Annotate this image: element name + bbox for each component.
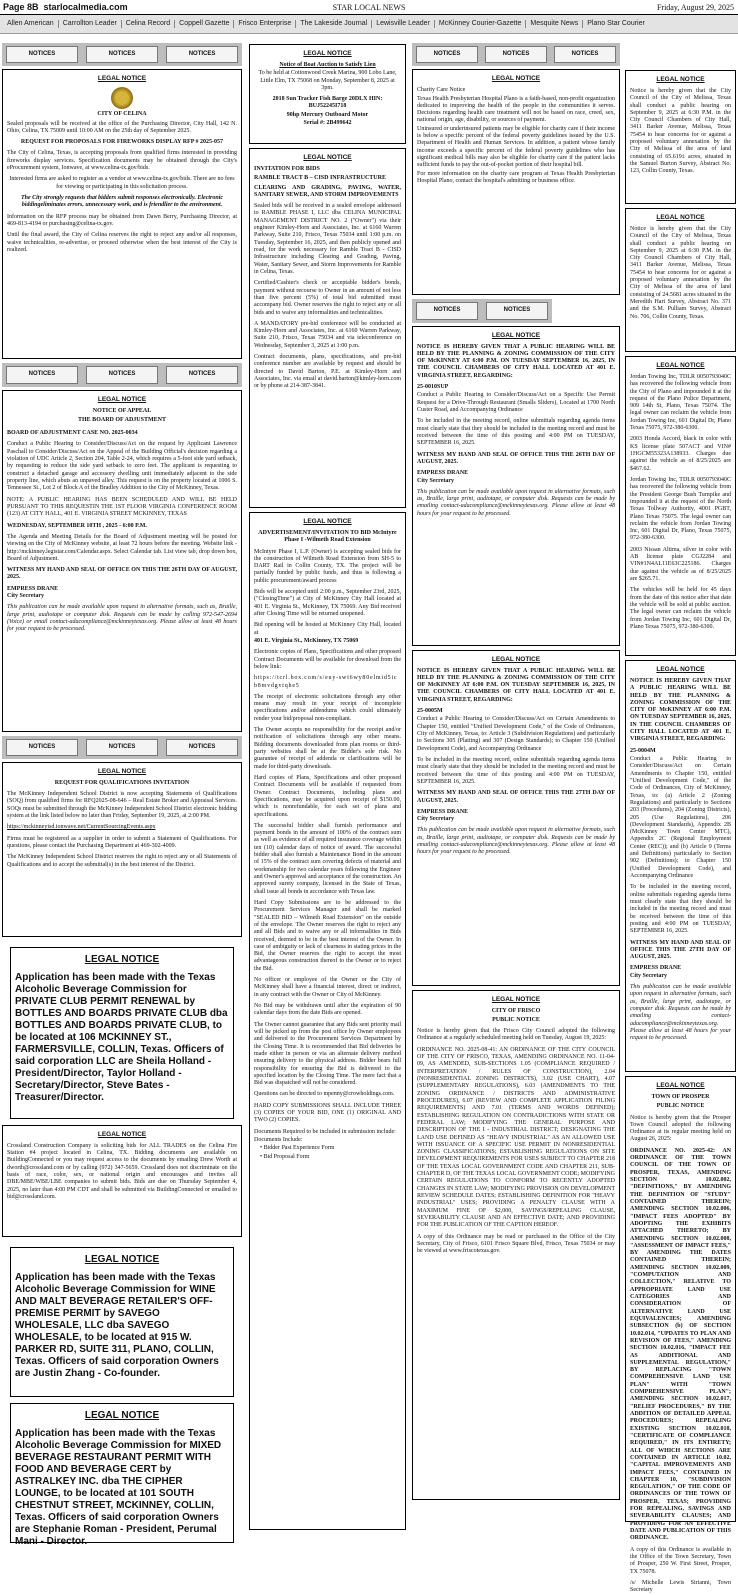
site-url[interactable]: starlocalmedia.com	[43, 2, 128, 12]
pz-notice-25-0004m: LEGAL NOTICE NOTICE IS HEREBY GIVEN THAT A PUBLIC HEARING WILL BE HELD BY THE PLANNING & ZONING COMMISSION OF THE CITY OF McKINNEY AT 6:00 P.M. ON TUESDAY SEPTEMBER 16, 2025, IN THE COUNCIL CHAMBERS OF CITY HALL LOCATED AT 401 E. VIRGINIA STREET, REGARDING: 25-0004M Conduct a Public Hearing to Consider/Discuss/Act on Certain Amendments to Chapter 150, entitled "Unified Development Code," of the Code of Ordinances, City of McKinney, Texas, to: (a) Article 2 (Zoning Regulations) and particularly to Sections 203 (Procedures), 204 (Zoning Districts), 205 (Use Regulations), 206 (Development Standards), Appendix 2B (McKinney Town Center MTC), Appendix 2C (Regional Employment Center (REC)); and (b) Article 9 (Terms and Definitions) particularly to Section 902 (Definitions); to Chapter 150 (Unified Development Code), and Accompanying Ordinance To be included in the meeting record, online submittals regarding agenda items must clearly state that they should be included in the meeting record and must be received between the time of this posting and 4:00 PM on TUESDAY, SEPTEMBER 16, 2025. WITNESS MY HAND AND SEAL OF OFFICE THIS THE 27TH DAY OF AUGUST, 2025. EMPRESS DRANE City Secretary This publication can be made available upon request in alternative formats, such as, Braille, large print, audiotape, or computer disk. Requests can be made by emailing contact-adacompliance@mckinneytexas.org. Please allow at least 48 hours for your request to be processed.	[625, 660, 736, 1072]
board-of-adjustment-notice: LEGAL NOTICE NOTICE OF APPEAL THE BOARD OF ADJUSTMENT BOARD OF ADJUSTMENT CASE NO. 2025-0034 Conduct a Public Hearing to Consider/Discuss/Act on the request by Applicant Lawrence Paschall to Consider/Discuss/Act on the Appeal of the Building Official's decision regarding a violation of UDC Article 2, Section 204, Table 2-24, which requires a 5-foot side yard setback, by requesting to reduce the side yard setback to zero feet. The applicant is requesting to construct a detached garage and accessory dwelling unit immediately adjacent to the side property line, which abuts an unpaved alley. This request is on the property located at 1006 S. Tennessee St., Lot 2 of Block A of the Bradley Addition to the City of McKinney, Texas. NOTE: A PUBLIC HEARING HAS BEEN SCHEDULED AND WILL BE HELD PURSUANT TO THIS REQUESTIN THE 1ST FLOOR VIRGINIA CONFERENCE ROOM (123) AT CITY HALL, 401 E. VIRGINIA STREET MCKINNEY, TEXAS WEDNESDAY, SEPTEMBER 10TH , 2025 - 6:00 P.M. The Agenda and Meeting Details for the Board of Adjustment meeting will be posted for viewing on the City of McKinney website, at least 72 hours before the meeting. Website link - http://mckinney.legistar.com/Calendar.aspx. Select Calendar tab. List view tab, drop down box, Board of Adjustment. WITNESS MY HAND AND SEAL OF OFFICE ON THIS THE 26TH DAY OF AUGUST, 2025. EMPRESS DRANE City Secretary This publication can be made available upon request in alternative formats, such as, Braille, large print, audiotape or computer disk. Requests can be made by calling 972-547-2694 (Voice) or email contact-adacompliance@mckinneytexas.org. Please allow at least 48 hours for your request to be processed.	[2, 390, 242, 732]
paper-item: Plano Star Courier	[587, 19, 645, 27]
boat-auction-notice: LEGAL NOTICE Notice of Boat Auction to Satisfy Lien To be held at Cottonwood Creek Marina, 900 Lobo Lane, Little Elm, TX 75068 on Monday, September 8, 2025 at 3pm. 2018 Sun Tracker Fish Barge 20DLX HIN: BUJ52245I718 90hp Mercury Outboard Motor Serial #: 2B499642	[249, 44, 406, 144]
wilmeth-bid-notice: LEGAL NOTICE ADVERTISEMENT/INVITATION TO BID McIntyre Phase I -Wilmeth Road Extension McIntyre Phase I, L.P. (Owner) is accepting sealed bids for the construction of Wilmeth Road Extension from SH-5 to DART Rail in Collin County, TX. The project will be partially funded by public funds, and thus is following a public procurement/award process Bids will be accepted until 2:00 p.m., September 23rd, 2025, ("ClosingTime") at City of McKinney City Hall located at 401 E. Virginia St., McKinney, TX 75069. Any Bid received after Closing Time will be returned unopened. Bid opening will be hosted at McKinney City Hall, located at 401 E. Virginia St., McKinney, TX 75069 Electronic copies of Plans, Specifications and other proposed Contract Documents will be available for download from the below link: https://tcrl.box.com/s/euy-swt6wy80elmid5icb8mvdgvtqhe5 The receipt of electronic solicitations through any other means may result in your receipt of incomplete specifications and/or addendums which could ultimately render your bid/proposal non-compliant. The Owner accepts no responsibility for the receipt and/or notification of solicitations through any other means. Bidding documents downloaded from plan rooms or third-party websites shall be at the Bidder's sole risk. No guarantee of receipt of addenda or clarifications will be made for third-party downloads. Hard copies of Plans, Specifications and other proposed Contract Documents will be available if requested from Owner. Contract Documents, including plans and Specifications, may be acquired upon receipt of $150.00, which is nonrefundable, for each set of plans and specifications. The successful bidder shall furnish performance and payment bonds in the amount of 100% of the contract sum as well as evidence of all required insurance coverage within ten (10) calendar days of notice of award. The successful bidder shall also furnish a Maintenance Bond in the amount of 15% of the contract sum covering defects of material and workmanship for two calendar years following the Engineer and Owner's approval and acceptance of the construction. An approved surety company, licensed in the State of Texas, shall issue all bonds in accordance with Texas law. Hard Copy Submissions are to be addressed to the Procurement Services Manager and shall be marked "SEALED BID – Wilmeth Road Extension" on the outside of the envelope. The Owner reserves the right to reject any and all Bids and to waive any or all informalities in Bids received, deemed to be in the best interest of the Owner. In case of ambiguity or lack of clearness in stating prices in the Bid, the Owner reserves the right to accept the most advantageous construction thereof to the Owner or to reject the Bid. No officer or employee of the Owner or the City of McKinney shall have a financial interest, direct or indirect, in any contract with the Owner or City of McKinney. No Bid may be withdrawn until after the expiration of 90 calendar days from the date Bids are opened. The Owner cannot guarantee that any Bids sent priority mail will be picked up from the post office by Owner employees and delivered to the Procurement Services Department by the Closing Time. It is recommended that Bid deliveries be made either in person or via an alternate delivery method ensuring delivery to the physical address. Bidder bears full responsibility for ensuring the Bid is delivered to the specified location by the Closing Time. The mere fact that a Bid was dispatched will not be considered. Questions can be directed to mpenny@crowholdings.com. HARD COPY SUBMISSIONS SHALL INCLUDE THREE (3) COPIES OF YOUR BID, ONE (1) ORIGINAL AND TWO (2) COPIES. Documents Required to be included in submission include: Documents Include: • Bidder Past Experience Form • Bid Proposal Form	[249, 512, 406, 1530]
paper-item: Lewisville Leader	[372, 20, 435, 29]
paper-item: Carrollton Leader	[59, 20, 122, 29]
ramble-bid-notice: LEGAL NOTICE INVITATION FOR BIDS RAMBLE TRACT B – CISD INFRASTRUCTURE CLEARING AND GRADING, PAVING, WATER, SANITARY SEWER, AND STORM IMPROVEMENTS Sealed bids will be received in a sealed envelope addressed to RAMBLE PHASE I, LLC dba CELINA MUNICIPAL MANAGEMENT DISTRICT NO. 2 ("Owner") via their engineer Kimley-Horn and Associates, Inc. at 6160 Warren Parkway, Suite 210, Frisco, Texas 75034 until 1:00 p.m. on Tuesday, September 16, 2025, and then publicly opened and read, for the work necessary for Ramble Tract B - CISD Infrastructure including Clearing and Grading, Paving, Water, Sanitary Sewer, and Storm Improvements for Ramble in Celina, Texas. Certified/Cashier's check or acceptable bidder's bonds, payment without recourse to Owner in an amount of not less than five percent (5%) of total bid submitted must accompany bid. Owner reserves the right to reject any or all bids and to waive any informalities and technicalities. A MANDATORY pre-bid conference will be conducted at Kimley-Horn and Associates, Inc. at 6160 Warren Parkway, Suite 210, Frisco, Texas 75034 and via teleconference on Wednesday, September 3, 2025 at 1:00 p.m. Contract documents, plans, specifications, and pre-bid conference number are available by request and should be directed to David Barton, P.E. at Kimley-Horn and Associates, Inc. via email at david.barton@kimley-horn.com or by phone at 214-387-3841.	[249, 148, 406, 508]
notices-header: NOTICES NOTICES NOTICES	[2, 363, 242, 386]
paper-item: Mesquite News	[526, 20, 583, 29]
notices-header: NOTICES NOTICES	[412, 299, 552, 322]
issue-date: Friday, August 29, 2025	[656, 3, 734, 12]
pz-notice-25-0005m: LEGAL NOTICE NOTICE IS HEREBY GIVEN THAT A PUBLIC HEARING WILL BE HELD BY THE PLANNING & ZONING COMMISSION OF THE CITY OF McKINNEY AT 6:00 P.M. ON TUESDAY SEPTEMBER 16, 2025, IN THE COUNCIL CHAMBERS OF CITY HALL LOCATED AT 401 E. VIRGINIA STREET, REGARDING: 25-0005M Conduct a Public Hearing to Consider/Discuss/Act on Certain Amendments to Chapter 150, entitled "Unified Development Code," of the Code of Ordinances, City of McKinney, Texas, to: Article 3 (Subdivision Regulations) and particularly to Sections 305 (Platting) and 307 (Design Standards); to Chapter 150 (Unified Development Code), and Accompanying Ordinance To be included in the meeting record, online submittals regarding agenda items must clearly state that they should be included in the meeting record and must be received between the time of this posting and 4:00 PM on TUESDAY, SEPTEMBER 16, 2025. WITNESS MY HAND AND SEAL OF OFFICE THIS THE 27TH DAY OF AUGUST, 2025. EMPRESS DRANE City Secretary This publication can be made available upon request in alternative formats, such as, Braille, large print, audiotape, or computer disk. Requests can be made by emailing contact-adacompliance@mckinneytexas.org. Please allow at least 48 hours for your request to be processed.	[412, 650, 620, 986]
mckinneyisd-link[interactable]: https://mckinneyisd.ionwave.net/CurrentSourcingEvents.aspx	[7, 824, 156, 831]
column-2	[249, 44, 406, 1534]
paper-item: Coppell Gazette	[175, 20, 234, 29]
list-item: Bidder Past Experience Form	[263, 1145, 335, 1152]
soq-notice: LEGAL NOTICE REQUEST FOR QUALIFICATIONS INVITATION The McKinney Independent School District is now accepting Statements of Qualifications (SOQ) from qualified firms for RFQ2025-08-646 – Real Estate Broker and Appraisal Services. SOQs must be submitted through the McKinney Independent School District electronic bidding system at the link listed below no later than Friday, September 19, 2025, at 2:00 PM. https://mckinneyisd.ionwave.net/CurrentSourcingEvents.aspx Firms must be registered as a supplier in order to submit a Statement of Qualifications. For questions, please contact the Purchasing Department at 469-302-4009. The McKinney Independent School District reserves the right to reject any or all Statements of Qualifications and to accept the submittal(s) in the best interest of the District.	[2, 762, 242, 937]
prosper-ordinance-notice: LEGAL NOTICE TOWN OF PROSPER PUBLIC NOTICE Notice is hereby given that the Prosper Town Council adopted the following Ordinance at its regular meeting held on August 26, 2025: ORDINANCE NO. 2025-42: AN ORDINANCE OF THE TOWN COUNCIL OF THE TOWN OF PROSPER, TEXAS, AMENDING SECTION 10.02.002, "DEFINITIONS," BY AMENDING THE DEFINITION OF "STUDY" CONTAINED THEREIN; AMENDING SECTION 10.02.006, "IMPACT FEES ADOPTED" BY ADOPTING THE EXHIBITS ATTACHED THERETO; BY AMENDING SECTION 10.02.008, "ASSESSMENT OF IMPACT FEES," BY AMENDING THE DATES CONTAINED THEREIN; AMENDING SECTION 10.02.009, "COMPUTATION AND COLLECTION," RELATIVE TO APPROPRIATE LAND USE CATEGORIES AND CONSIDERATION OF ALTERNATIVE LAND USE EQUIVALENCIES; AMENDING SUBSECTION (b) OF SECTION 10.02.014, "UPDATES TO PLAN AND REVISION OF FEES," AMENDING SECTION 10.02.016, "IMPACT FEE AS ADDITIONAL AND SUPPLEMENTAL REGULATION," BY REPLACING "TOWN COMPREHENSIVE LAND USE PLAN" WITH "TOWN COMPREHENSIVE PLAN"; AMENDING SECTION 10.02.017, "RELIEF PROCEDURES," BY THE ADDITION OF DETAILED APPEAL PROCEDURES; REPEALING EXISTING SECTION 10.02.018, "CERTIFICATE OF COMPLIANCE REQUIRED," IN ITS ENTIRETY; ALL OF WHICH SECTIONS ARE CONTAINED IN ARTICLE 10.02, "CAPITAL IMPROVEMENTS AND IMPACT FEES," CONTAINED IN CHAPTER 10, "SUBDIVISION REGULATION," OF THE CODE OF ORDINANCES OF THE TOWN OF PROSPER, TEXAS; PROVIDING FOR REPEALING, SAVINGS AND SEVERABILITY CLAUSES; AND PROVIDING FOR AN EFFECTIVE DATE AND PUBLICATION OF THIS ORDINANCE. A copy of this Ordinance is available in the Office of the Town Secretary, Town of Prosper, 250 W. First Street, Prosper, TX 75078. /s/ Michelle Lewis Sirianni, Town Secretary	[625, 1076, 736, 1522]
paper-item: The Lakeside Journal	[296, 20, 372, 29]
column-3	[412, 40, 620, 1504]
column-4	[625, 40, 736, 1594]
list-item: Bid Proposal Form	[263, 1153, 310, 1160]
paper-item: McKinney Courier-Gazette	[435, 20, 526, 29]
melissa-annexation-notice-1: LEGAL NOTICE Notice is hereby given that the City Council of the City of Melissa, Texas shall conduct a public hearing on September 9, 2025 at 6:30 P.M. in the City Council Chambers of City Hall, 3411 Barker Avenue, Melissa, Texas 75454 to hear concerns for or against a proposed voluntary annexation by the City of Melissa of the area of land consisting of 65.619± acres, situated in the Samuel Burton Survey, Abstract No. 123, Collin County, Texas.	[625, 70, 736, 204]
crossland-bid-notice: LEGAL NOTICE Crossland Construction Company is soliciting bids for ALL TRADES on the Celina Fire Station #4 project located in Celina, TX. Bidding documents are available on BuildingConnected or you may request access to the documents by emailing Drew Worth at dworth@crossland.com or by calling (972) 347-5659. Crossland does not discriminate on the basis of race, color, sex, or national origin and encourages and invites all DBE/MBE/WBE/LBE companies to submit bids. Bids are due on Thursday September 4, 2025, no later than 4:00 PM CDT and shall be submitted via BuildingConnected or emailed to bid@crossland.com.	[2, 1125, 242, 1237]
tabc-notice-bottles-and-boards: LEGAL NOTICE Application has been made with the Texas Alcoholic Beverage Commission for PRIVATE CLUB PERMIT RENEWAL by BOTTLES AND BOARDS PRIVATE CLUB dba BOTTLES AND BOARDS PRIVATE CLUB, to be located at 106 MCKINNEY ST., FARMERSVILLE, COLLIN, Texas. Officers of said corporation LLC are Sheila Holland - President/Director, Taylor Holland - Secretary/Director, Steve Bates - Treasurer/Director.	[10, 947, 234, 1119]
paper-item: Frisco Enterprise	[234, 20, 296, 29]
notices-header: NOTICES NOTICES NOTICES	[412, 43, 620, 66]
page-header	[0, 0, 738, 15]
paper-list	[0, 15, 738, 34]
charity-care-notice: LEGAL NOTICE Charity Care Notice Texas Health Presbyterian Hospital Plano is a faith-based, non-profit organization dedicated to improving the health of the people in the communities it serves. Decisions regarding health care treatment will not be based on race, creed, sex, national origin, age, disability, or sources of payment. Uninsured or underinsured patients may be eligible for charity care if their income is below a specific percent of the federal poverty guidelines issued by the U.S. Department of Health and Human Services. In addition, a patient whose family income exceeds a specific percent of the federal poverty guidelines who has significant medical bills may also be eligible for charity care if the patient lacks sufficient funds to pay the out-of-pocket portion of their hospital bill. For more information on the charity care program at Texas Health Presbyterian Hospital Plano, contact the hospital's admitting or business office.	[412, 69, 620, 295]
melissa-annexation-notice-2: LEGAL NOTICE Notice is hereby given that the City Council of the City of Melissa, Texas shall conduct a public hearing on September 9, 2025 at 6:30 P.M. in the City Council Chambers of City Hall, 3411 Barker Avenue, Melissa, Texas 75454 to hear concerns for or against a proposed voluntary annexation by the City of Melissa of the area of land consisting of 24.5681 acres situated in the Meredith Hart Survey, Abstract No. 371 and the S.M. Pulliam Survey, Abstract No. 706, Collin County, Texas.	[625, 208, 736, 352]
paper-name: STAR LOCAL NEWS	[332, 3, 406, 12]
notices-header: NOTICES NOTICES NOTICES	[2, 736, 242, 759]
pz-notice-25-0010sup: LEGAL NOTICE NOTICE IS HEREBY GIVEN THAT A PUBLIC HEARING WILL BE HELD BY THE PLANNING & ZONING COMMISSION OF THE CITY OF McKINNEY AT 6:00 P.M. ON TUESDAY SEPTEMBER 16, 2025, IN THE COUNCIL CHAMBERS OF CITY HALL LOCATED AT 401 E. VIRGINIA STREET, REGARDING: 25-0010SUP Conduct a Public Hearing to Consider/Discuss/Act on a Specific Use Permit Request for a Drive-Through Restaurant (Smalls Sliders), Located at 1700 North Custer Road, and Accompanying Ordinance To be included in the meeting record, online submittals regarding agenda items must clearly state that they should be included in the meeting record and must be received between the time of this posting and 4:00 PM on TUESDAY, SEPTEMBER 16, 2025. WITNESS MY HAND AND SEAL OF OFFICE THIS THE 26TH DAY OF AUGUST, 2025. EMPRESS DRANE City Secretary This publication can be made available upon request in alternative formats, such as, Braille, large print, audiotape, or computer disk. Requests can be made by emailing contact-adacompliance@mckinneytexas.org. Please allow at least 48 hours for your request to be processed.	[412, 326, 620, 646]
towing-notice: LEGAL NOTICE Jordan Towing Inc, TDLR 0050793040C has recovered the following vehicle from the City of Plano and impounded it at the request of the Plano Police Department, 909 14th St, Plano, Texas 75074. The legal owner can reclaim the vehicle from Jordan Towing Inc, 601 Digital Dr, Plano Texas 75075, 972-380-6300. 2003 Honda Accord, black in color with KS license plate 507ACT and VIN# 1HGCM55323A138933. Charges due against the vehicle as of 8/25/2025 are $467.62. Jordan Towing Inc, TDLR 0050793040C has recovered the following vehicle from the President George Bush Turnpike and impounded it at the request of the North Texas Tollway Authority, 4001 PGBT, Plano Texas 75075. The legal owner can reclaim the vehicle from Jordan Towing Inc, 601 Digital Dr, Plano, Texas 75075, 972-380-6300. 2003 Nissan Altima, silver in color with AB license plate CGJ2284 and VIN#1N4AL11E63C225186. Charges due against the vehicle as of 8/25/2025 are $265.71. The vehicles will be held for 45 days from the date of this notice after that date the vehicle will be sold at public auction. The legal owner can reclaim the vehicle from Jordan Towing Inc, 601 Digital Dr, Plano Texas 75075, 972-380-6300.	[625, 356, 736, 656]
paper-item: Celina Record	[122, 20, 175, 29]
paper-item: Allen American	[3, 20, 59, 29]
page-number: Page 8B	[3, 2, 39, 12]
celina-rfp-notice: LEGAL NOTICE CITY OF CELINA Sealed proposals will be received at the office of the Purchasing Director, City Hall, 142 N. Ohio, Celina, TX 75009 until 10:00 AM on the 25th day of September 2025. REQUEST FOR PROPOSALS FOR FIREWORKS DISPLAY RFP # 2025-057 The City of Celina, Texas, is accepting proposals from qualified firms interested in providing fireworks display services. Specification documents may be obtained through the City's eProcurement system, Ionwave, at www.celina-tx.gov/bids. Interested firms are asked to register as a vendor at www.celina-tx.gov/bids. There are no fees for viewing or participating in this solicitation process. The City strongly requests that bidders submit responses electronically. Electronic biddingeliminates errors, unnecessary work, and is friendlier to the environment. Information on the RFP process may be obtained from Dawn Berry, Purchasing Director, at 469-813-4194 or purchasing@celina-tx.gov. Until the final award, the City of Celina reserves the right to reject any and/or all responses, waive technicalities, re-advertise, or proceed otherwise when the best interest of the City is realized.	[2, 69, 242, 359]
tabc-notice-savego: LEGAL NOTICE Application has been made with the Texas Alcoholic Beverage Commission for WINE AND MALT BEVERAGE RETAILER'S OFF-PREMISE PERMIT by SAVEGO WHOLESALE, LLC dba SAVEGO WHOLESALE, to be located at 915 W. PARKER RD, SUITE 311, PLANO, COLLIN, Texas. Officers of said corporation Owners are Justin Zhang - Co-founder.	[10, 1247, 234, 1397]
column-1	[2, 40, 242, 1548]
documents-link[interactable]: https://tcrl.box.com/s/euy-swt6wy80elmid5icb8mvdgvtqhe5	[254, 675, 398, 689]
frisco-ordinance-notice: LEGAL NOTICE CITY OF FRISCO PUBLIC NOTICE Notice is hereby given that the Frisco City Council adopted the following Ordinance at a regularly scheduled meeting held on Tuesday, August 19, 2025: ORDINANCE NO. 2025-08-41: AN ORDINANCE OF THE CITY COUNCIL OF THE CITY OF FRISCO, TEXAS, AMENDING ORDINANCE NO. 11-04-09, AS AMENDED, SUB-SECTIONS 1.05 (COMPLIANCE REQUIRED / INTERPRETATION / RULES OF CONSTRUCTION), 2.04 (NONRESIDENTIAL ZONING DISTRICTS), 3.02 (USE CHART), 4.07 (SUPPLEMENTARY REGULATIONS), 6.03 (AMENDMENTS TO THE ZONING ORDINANCE / DISTRICTS AND ADMINISTRATIVE PROCEDURES), 6.07 (REVIEW AND COMPLETE APPLICATION FILING REQUIREMENTS) AND 7.01 (TERMS AND WORDS DEFINED); ESTABLISHING REGULATION ON CONTRADICTIONS WITH STATE OR FEDERAL LAW; MODIFYING THE GENERAL PURPOSE AND DESCRIPTION OF THE I - INDUSTRIAL DISTRICT; DESIGNATING THE LAND USE DEFINED AS "HEAVY INDUSTRIAL" AS AN ALLOWED USE WITH ISSUANCE OF A SPECIFIC USE PERMIT IN NONRESIDENTIAL ZONING CLASSIFICATIONS; ESTABLISHING REGULATIONS ON SITE DEVELOPMENT REQUIREMENTS FOR USES SUBJECT TO CHAPTER 218 OF THE TEXAS LOCAL GOVERNMENT CODE AND CHAPTER 211, SUB-CHAPTER D, OF THE TEXAS LOCAL GOVERNMENT CODE; MODIFYING CERTAIN REGULATIONS TO CONFORM TO RECENTLY ADOPTED CHANGES IN STATE LAW; MODIFYING PROVISION ON DEVELOPMENT REVIEW SCHEDULE DATES; ESTABLISHING DEFINITION FOR "HEAVY INDUSTRIAL" USES; PROVIDING A PENALTY CLAUSE WITH A MAXIMUM FINE OF $2,000, SAVINGS/REPEALING CLAUSE, SEVERABILITY CLAUSE AND AN EFFECTIVE DATE; AND PROVIDING FOR THE PUBLICATION OF THE CAPTION HEREOF. A copy of this Ordinance may be read or purchased in the Office of the City Secretary, City of Frisco, 6101 Frisco Square Blvd, Frisco, Texas 75034 or may be viewed at www.friscotexas.gov.	[412, 990, 620, 1500]
city-seal-logo	[111, 87, 133, 109]
tabc-notice-cipher-lounge: LEGAL NOTICE Application has been made with the Texas Alcoholic Beverage Commission for MIXED BEVERAGE RESTAURANT PERMIT WITH FOOD AND BEVERAGE CERT by ASTRALKEY INC. dba THE CIPHER LOUNGE, to be located at 101 SOUTH CHESTNUT STREET, MCKINNEY, COLLIN, Texas. Officers of said corporation Owners are Stephanie Roman - President, Perumal Mani - Director.	[10, 1403, 234, 1543]
notices-header: NOTICES NOTICES NOTICES	[2, 43, 242, 66]
